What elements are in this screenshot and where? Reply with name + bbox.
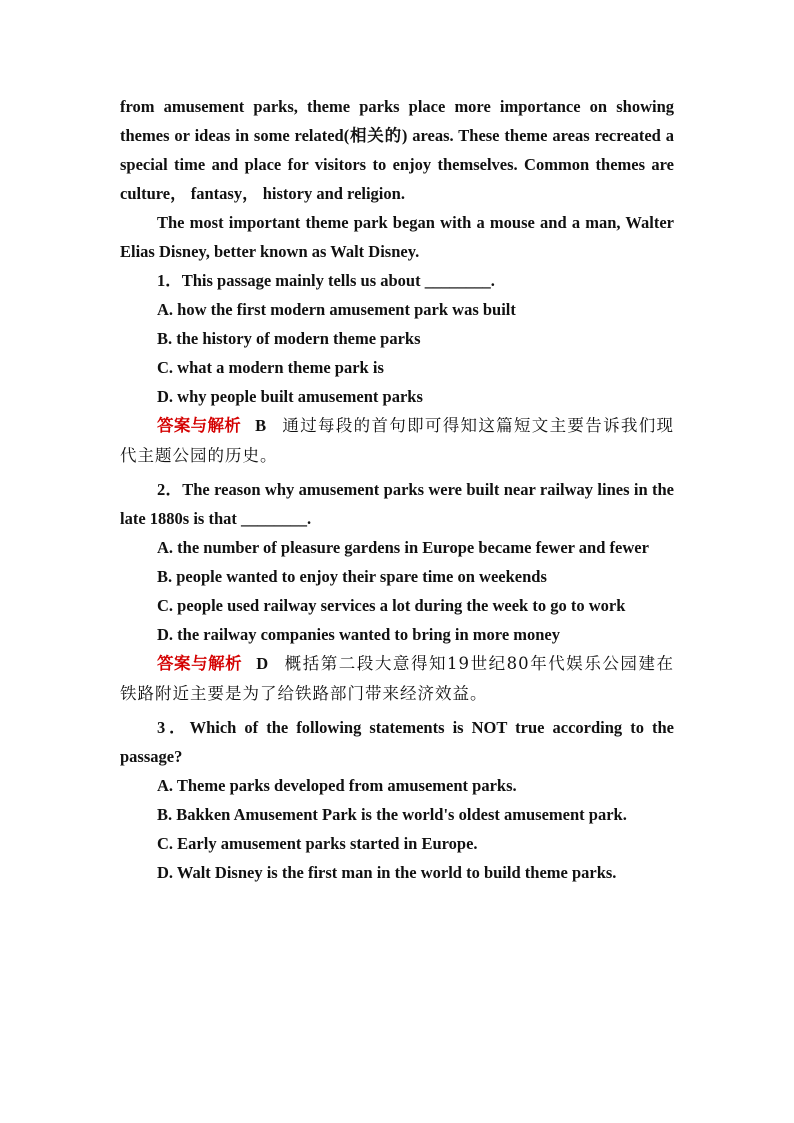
option-a: A. Theme parks developed from amusement parks. <box>157 776 517 795</box>
option-d: D. the railway companies wanted to bring in more money <box>157 625 561 644</box>
option-a: A. the number of pleasure gardens in Europe became fewer and fewer <box>157 538 649 557</box>
option-d: D. why people built amusement parks <box>157 387 423 406</box>
document-page <box>120 92 674 887</box>
passage-paragraph: The most important theme park began with a mouse and a man, Walter Elias Disney, better known as Walt Disney. <box>120 213 674 261</box>
option-c: C. Early amusement parks started in Europe. <box>157 834 478 853</box>
passage-paragraph: from amusement parks, theme parks place more importance on showing themes or ideas in some related(相关的) areas. These theme areas recreated a special time and place for visitors to enjoy themselves. Common themes are culture， fantasy， history and religion. <box>120 97 674 203</box>
question-stem: 3．Which of the following statements is NOT true according to the passage? <box>120 718 674 766</box>
explanation-text: 通过每段的首句即可得知这篇短文主要告诉我们现代主题公园的历史。 <box>120 416 675 465</box>
answer-letter: D <box>256 654 269 673</box>
answer-tag: 答案与解析 <box>157 416 242 435</box>
option-b: B. Bakken Amusement Park is the world's oldest amusement park. <box>157 805 627 824</box>
option-c: C. what a modern theme park is <box>157 358 384 377</box>
option-a: A. how the first modern amusement park was built <box>157 300 516 319</box>
option-b: B. people wanted to enjoy their spare time on weekends <box>157 567 547 586</box>
question-stem: 2．The reason why amusement parks were built near railway lines in the late 1880s is that ________. <box>120 480 674 528</box>
answer-explanation <box>120 649 674 709</box>
answer-tag: 答案与解析 <box>157 654 243 673</box>
option-b: B. the history of modern theme parks <box>157 329 421 348</box>
option-c: C. people used railway services a lot during the week to go to work <box>157 596 626 615</box>
explanation-text: 概括第二段大意得知19世纪80年代娱乐公园建在铁路附近主要是为了给铁路部门带来经济效益。 <box>120 654 675 703</box>
option-d: D. Walt Disney is the first man in the world to build theme parks. <box>157 863 617 882</box>
question-stem: 1．This passage mainly tells us about ________. <box>157 271 495 290</box>
answer-letter: B <box>255 416 267 435</box>
answer-explanation <box>120 411 674 471</box>
